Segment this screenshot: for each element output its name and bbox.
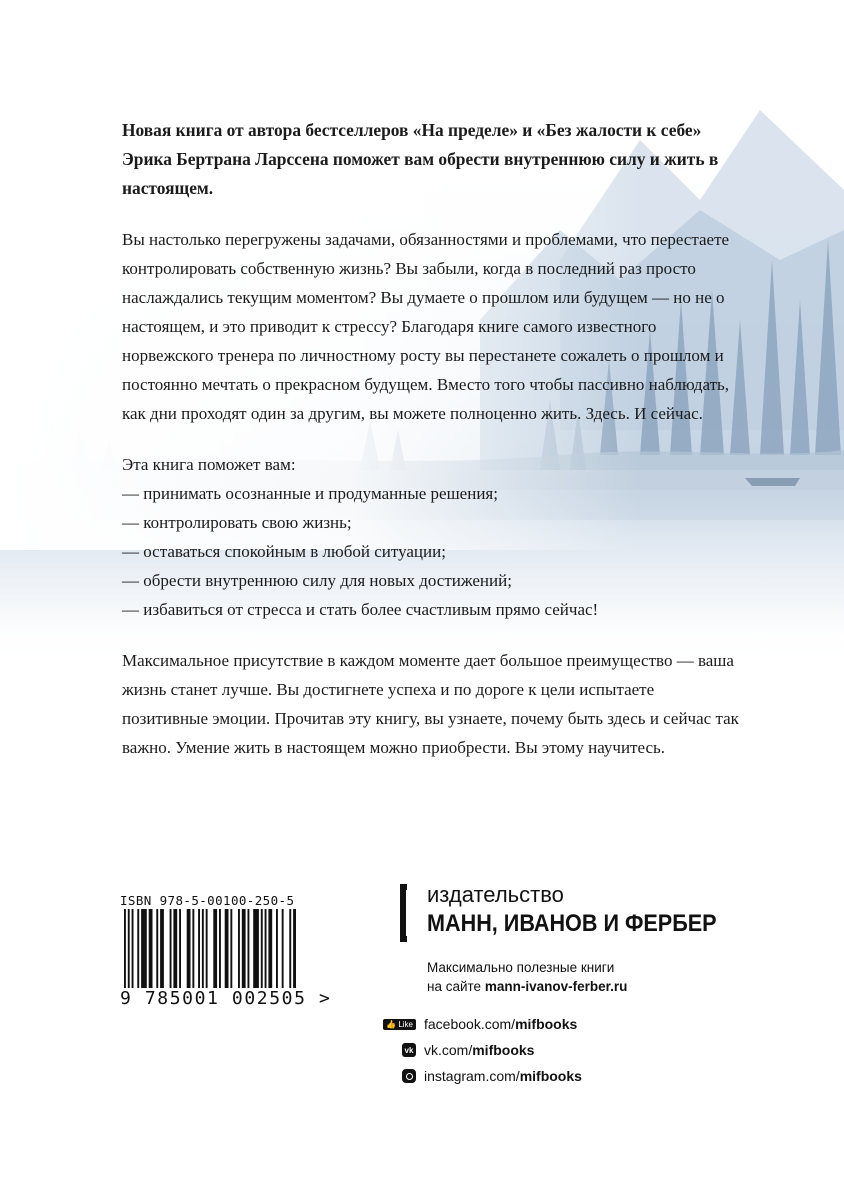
- list-item: — избавиться от стресса и стать более счастливым прямо сейчас!: [122, 595, 742, 624]
- like-label: Like: [398, 1019, 413, 1029]
- facebook-like-icon: 👍 Like: [383, 1019, 416, 1030]
- facebook-link[interactable]: [382, 1011, 582, 1037]
- site-tagline: Максимально полезные книги: [427, 960, 615, 975]
- list-intro: Эта книга поможет вам:: [122, 455, 296, 474]
- lead-paragraph: Новая книга от автора бестселлеров «На пределе» и «Без жалости к себе» Эрика Бертрана Ларссена поможет вам обрести внутреннюю силу и жить в настоящем.: [122, 120, 719, 198]
- barcode-bar: [261, 909, 263, 991]
- facebook-prefix: facebook.com/: [424, 1016, 516, 1032]
- barcode-bar: [206, 909, 208, 991]
- barcode-bar: [282, 909, 284, 991]
- bracket-icon: [400, 884, 407, 942]
- barcode-bar: [170, 909, 172, 991]
- list-item: — принимать осознанные и продуманные решения;: [122, 479, 742, 508]
- barcode-bar: [289, 909, 291, 991]
- barcode-bar: [238, 909, 240, 991]
- vk-icon: vk: [402, 1043, 416, 1057]
- barcode-bar: [160, 909, 164, 991]
- body-paragraph-2: Максимальное присутствие в каждом моменте дает большое преимущество — ваша жизнь станет лучше. Вы достигнете успеха и по дороге к цели испытаете позитивные эмоции. Прочитав эту книгу, вы узнаете, почему быть здесь и сейчас так важно. Умение жить в настоящем можно приобрести. Вы этому научитесь.: [122, 651, 739, 757]
- vk-prefix: vk.com/: [424, 1042, 473, 1058]
- benefits-list: [122, 479, 742, 624]
- barcode-bar: [198, 909, 200, 991]
- description-text: [122, 116, 742, 784]
- barcode-bar: [192, 909, 194, 991]
- vk-handle: mifbooks: [472, 1042, 535, 1058]
- barcode-bar: [156, 909, 158, 991]
- barcode-bar: [230, 909, 232, 991]
- instagram-icon: [402, 1069, 416, 1083]
- site-prefix: на сайте: [427, 979, 485, 994]
- publisher-name: МАНН, ИВАНОВ И ФЕРБЕР: [427, 910, 717, 937]
- publisher-label: издательство: [427, 882, 564, 907]
- barcode-bar: [137, 909, 139, 991]
- list-item: — контролировать свою жизнь;: [122, 508, 742, 537]
- barcode-bar: [276, 909, 278, 991]
- list-item: — оставаться спокойным в любой ситуации;: [122, 537, 742, 566]
- instagram-prefix: instagram.com/: [424, 1068, 520, 1084]
- facebook-handle: mifbooks: [515, 1016, 578, 1032]
- barcode-bar: [187, 909, 191, 991]
- barcode-bar: [132, 909, 134, 991]
- vk-link[interactable]: [382, 1037, 582, 1063]
- website-info: [427, 958, 627, 996]
- barcode-bar: [248, 909, 250, 991]
- barcode-bar: [242, 909, 246, 991]
- body-paragraph-1: Вы настолько перегружены задачами, обязанностями и проблемами, что перестаете контролировать собственную жизнь? Вы забыли, когда в последний раз просто наслаждались текущим моментом? Вы думаете о прошлом или будущем — но не о настоящем, и это приводит к стрессу? Благодаря книге самого известного норвежского тренера по личностному росту вы перестанете сожалеть о прошлом и постоянно мечтать о прекрасном будущем. Вместо того чтобы пассивно наблюдать, как дни проходят один за другим, вы можете полноценно жить. Здесь. И сейчас.: [122, 230, 730, 423]
- barcode-bar: [149, 909, 153, 991]
- barcode-bar: [213, 909, 217, 991]
- instagram-handle: mifbooks: [519, 1068, 582, 1084]
- social-links: [382, 1011, 582, 1089]
- site-url[interactable]: mann-ivanov-ferber.ru: [484, 979, 628, 994]
- site-line: [427, 977, 627, 996]
- isbn-barcode-block: [120, 893, 332, 1021]
- barcode-bar: [202, 909, 204, 991]
- barcode-bar: [179, 909, 181, 991]
- barcode-bar: [141, 909, 147, 991]
- barcode-bar: [268, 909, 272, 991]
- barcode-bar: [293, 909, 296, 991]
- list-item: — обрести внутреннюю силу для новых достижений;: [122, 566, 742, 595]
- isbn-digits: 9 785001 002505 >: [120, 988, 332, 1009]
- barcode-bar: [265, 909, 267, 991]
- barcode-bar: [253, 909, 259, 991]
- barcode-bar: [173, 909, 177, 991]
- instagram-link[interactable]: [382, 1063, 582, 1089]
- isbn-label: ISBN 978-5-00100-250-5: [120, 893, 295, 908]
